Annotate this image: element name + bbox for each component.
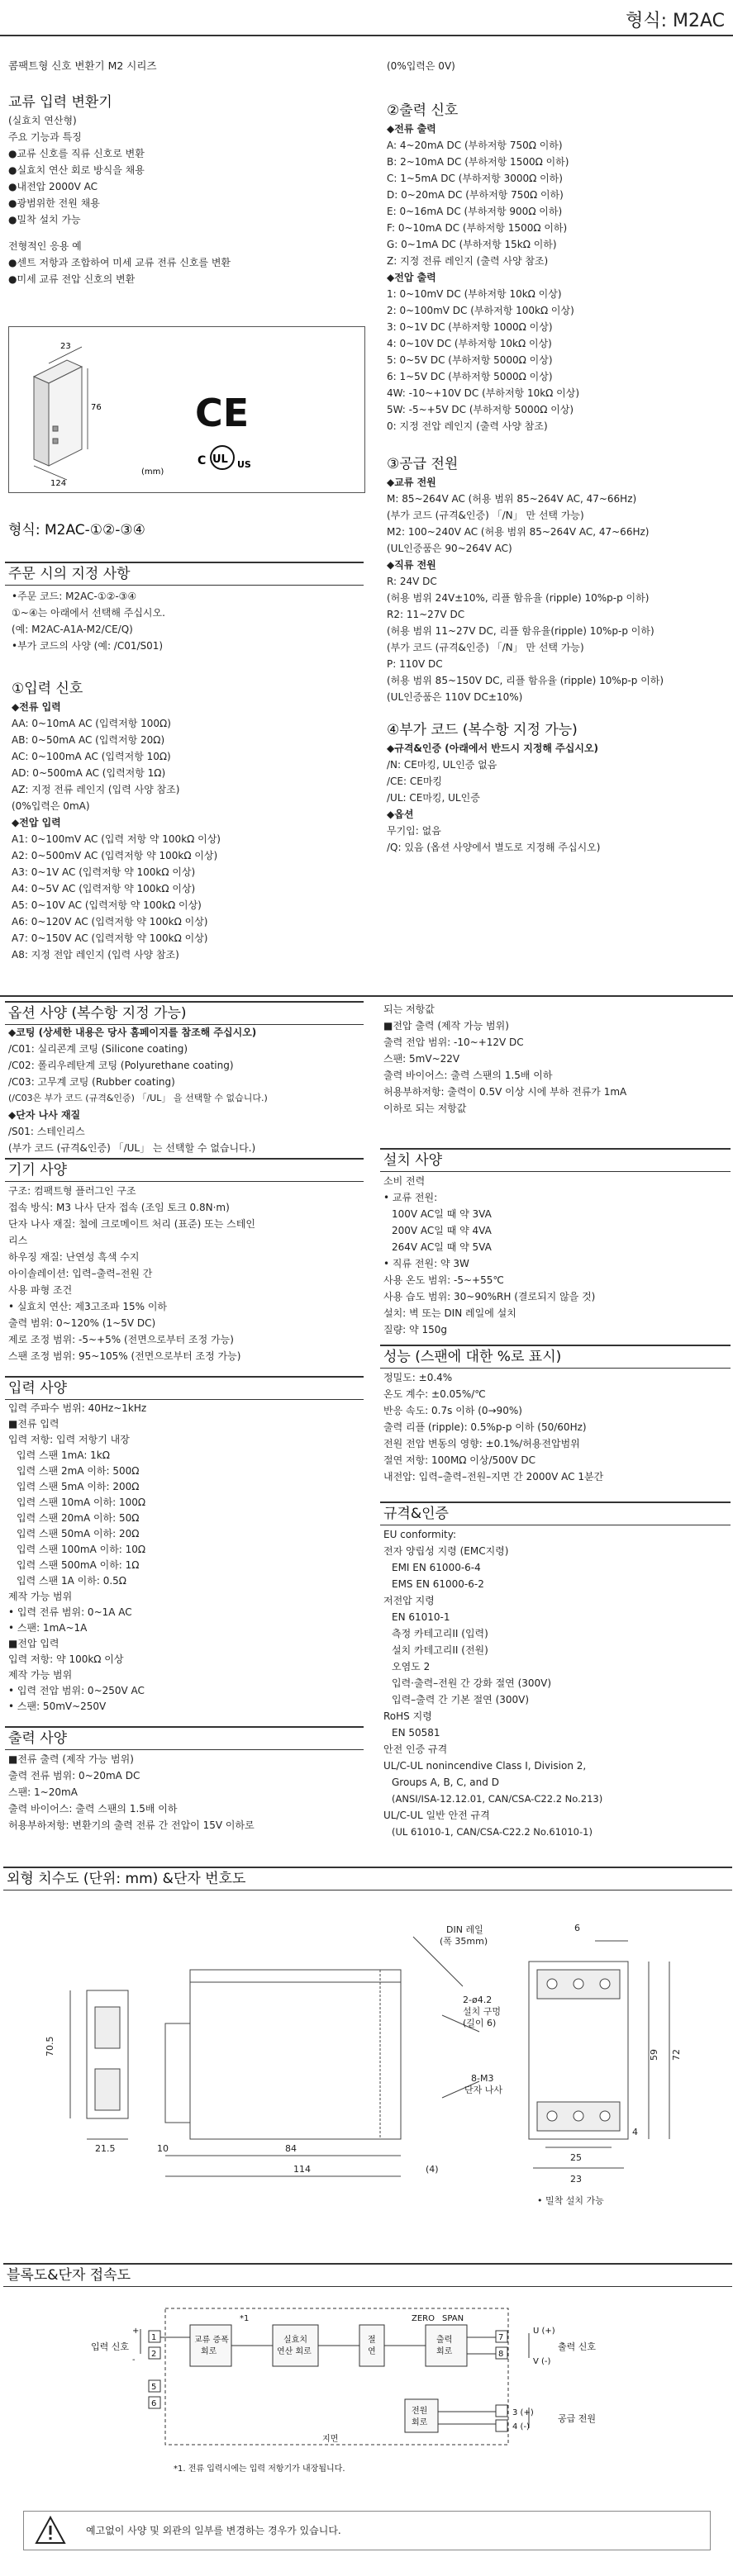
input-voltage-item: A8: 지정 전압 레인지 (입력 사양 참조) xyxy=(12,949,179,961)
performance-line: 전원 전압 변동의 영향: ±0.1%/허용전압범위 xyxy=(383,1438,580,1449)
power-dc-item: R: 24V DC xyxy=(387,576,437,587)
addon-std-item: /UL: CE마킹, UL인증 xyxy=(387,792,480,804)
feature-item: ●내전압 2000V AC xyxy=(8,181,98,192)
performance-line: 출력 리플 (ripple): 0.5%p-p 이하 (50/60Hz) xyxy=(383,1421,587,1433)
dim-84: 84 xyxy=(285,2143,297,2154)
install-line: 질량: 약 150g xyxy=(383,1324,447,1335)
block-isolation: 절 xyxy=(368,2336,376,2345)
device-line: 출력 범위: 0~120% (1~5V DC) xyxy=(8,1317,156,1329)
input-voltage-title: ◆전압 입력 xyxy=(12,817,61,828)
option-line: (부가 코드 (규격&인증) 「/UL」 는 선택할 수 없습니다.) xyxy=(8,1142,256,1154)
series-name: 콤팩트형 신호 변환기 M2 시리즈 xyxy=(8,59,157,72)
addon-std-title: ◆규격&인증 (아래에서 반드시 지정해 주십시오) xyxy=(387,742,599,754)
input-spec-line: 입력 스팬 10mA 이하: 100Ω xyxy=(17,1497,146,1508)
voltage-output-line: 출력 바이어스: 출력 스팬의 1.5배 이하 xyxy=(383,1070,553,1081)
input-spec-line: • 입력 전류 범위: 0~1A AC xyxy=(8,1606,132,1618)
output-current-item: B: 2~10mA DC (부하저항 1500Ω 이하) xyxy=(387,156,569,168)
voltage-output-line: ■전압 출력 (제작 가능 범위) xyxy=(383,1020,509,1032)
v-minus: V (-) xyxy=(533,2357,551,2366)
power-dc-item: (허용 범위 85~150V DC, 리플 함유율 (ripple) 10%p-p 이하) xyxy=(387,675,664,686)
performance-list xyxy=(383,1369,726,1485)
input-spec-line: ■전압 입력 xyxy=(8,1638,59,1649)
mount-hole-label-2: 설치 구멍 xyxy=(463,2006,502,2017)
input-spec-line: 입력 스팬 1mA: 1kΩ xyxy=(17,1449,110,1461)
block-rms: 실효치 xyxy=(283,2336,307,2345)
device-line: 제로 조정 범위: -5~+5% (전면으로부터 조정 가능) xyxy=(8,1334,234,1345)
performance-title: 성능 (스팬에 대한 %로 표시) xyxy=(380,1345,731,1369)
device-line: 스팬 조정 범위: 95~105% (전면으로부터 조정 가능) xyxy=(8,1350,241,1362)
standards-line: 안전 인증 규격 xyxy=(383,1743,448,1755)
output-current-item: C: 1~5mA DC (부하저항 3000Ω 이하) xyxy=(387,173,563,184)
standards-line: EMS EN 61000-6-2 xyxy=(392,1578,484,1590)
output-signal-title: ②출력 신호 xyxy=(387,102,459,119)
standards-line: (UL 61010-1, CAN/CSA-C22.2 No.61010-1) xyxy=(392,1826,593,1838)
addon-code-title: ④부가 코드 (복수항 지정 가능) xyxy=(387,722,578,738)
ce-mark-icon: CE xyxy=(195,391,250,435)
terminal-screws xyxy=(547,1979,610,2121)
device-line: 하우징 재질: 난연성 흑색 수지 xyxy=(8,1251,140,1263)
option-line: ◆단자 나사 재질 xyxy=(8,1109,81,1121)
features-title: 주요 기능과 특징 xyxy=(8,131,82,143)
input-spec-title: 입력 사양 xyxy=(5,1376,364,1400)
dim-114: 114 xyxy=(293,2164,311,2175)
terminal-screw-label-2: 단자 나사 xyxy=(464,2085,503,2095)
footer-notice xyxy=(23,2511,711,2550)
power-ac-item: (UL인증품은 90~264V AC) xyxy=(387,543,512,554)
performance-line: 절연 저항: 100MΩ 이상/500V DC xyxy=(383,1454,536,1466)
performance-line: 내전압: 입력–출력–전원–지면 간 2000V AC 1분간 xyxy=(383,1471,604,1483)
standards-line: EMI EN 61000-6-4 xyxy=(392,1562,481,1573)
terminal-2: 2 xyxy=(151,2350,157,2359)
output-voltage-item: 3: 0~1V DC (부하저항 1000Ω 이상) xyxy=(387,321,553,333)
dim-10: 10 xyxy=(157,2143,169,2154)
device-line: 사용 파형 조건 xyxy=(8,1284,73,1296)
product-sub: (실효치 연산형) xyxy=(8,115,77,126)
output-voltage-item: 4W: -10~+10V DC (부하저항 10kΩ 이상) xyxy=(387,387,580,399)
dimensions-title: 외형 치수도 (단위: mm) &단자 번호도 xyxy=(3,1867,732,1890)
standards-line: UL/C-UL 일반 안전 규격 xyxy=(383,1810,490,1821)
voltage-output-spec xyxy=(383,1001,726,1117)
output-current-title: ◆전류 출력 xyxy=(387,123,436,135)
zero-input-note: (0%입력은 0V) xyxy=(387,60,455,72)
input-spec-line: 입력 스팬 100mA 이하: 10Ω xyxy=(17,1544,146,1555)
svg-text:UL: UL xyxy=(212,453,228,466)
terminal-3-label: 3 (+) xyxy=(512,2408,534,2417)
power-dc-title: ◆직류 전원 xyxy=(387,559,436,571)
block-ac-amp: 교류 증폭 xyxy=(194,2336,229,2345)
option-line: /C03: 고무계 코팅 (Rubber coating) xyxy=(8,1076,175,1088)
block-ac-amp-2: 회로 xyxy=(201,2347,217,2356)
input-voltage-item: A6: 0~120V AC (입력저항 약 100kΩ 이상) xyxy=(12,916,208,927)
terminal-1: 1 xyxy=(151,2333,157,2342)
ordering-item: (예: M2AC-A1A-M2/CE/Q) xyxy=(12,624,133,635)
install-line: • 교류 전원: xyxy=(383,1192,438,1203)
voltage-output-line: 스팬: 5mV~22V xyxy=(383,1053,460,1065)
install-line: 264V AC일 때 약 5VA xyxy=(392,1241,492,1253)
u-plus: U (+) xyxy=(533,2327,555,2336)
install-line: 사용 습도 범위: 30~90%RH (결로되지 않을 것) xyxy=(383,1291,596,1302)
ordering-item: •부가 코드의 사양 (예: /C01/S01) xyxy=(12,640,164,652)
dim-21-5: 21.5 xyxy=(95,2143,116,2154)
output-spec-line: 허용부하저항: 변환기의 출력 전류 간 전압이 15V 이하로 xyxy=(8,1819,255,1831)
feature-item: ●광범위한 전원 채용 xyxy=(8,197,100,209)
block-diagram xyxy=(0,2288,733,2494)
device-line: 단자 나사 재질: 철에 크로메이트 처리 (표준) 또는 스테인 xyxy=(8,1218,255,1230)
output-spec-line: 스팬: 1~20mA xyxy=(8,1786,78,1798)
output-voltage-item: 2: 0~100mV DC (부하저항 100kΩ 이상) xyxy=(387,305,574,316)
power-dc-item: (부가 코드 (규격&인증) 「/N」 만 선택 가능) xyxy=(387,642,584,653)
output-current-item: E: 0~16mA DC (부하저항 900Ω 이하) xyxy=(387,206,563,217)
device-spec-title: 기기 사양 xyxy=(5,1158,364,1182)
ul-mark-icon xyxy=(198,446,251,470)
standards-title: 규격&인증 xyxy=(380,1501,731,1525)
dim-72: 72 xyxy=(671,2049,682,2061)
addon-std-item: /N: CE마킹, UL인증 없음 xyxy=(387,759,497,771)
input-spec-line: 입력 주파수 범위: 40Hz~1kHz xyxy=(8,1402,147,1414)
device-line: 구조: 컴팩트형 플러그인 구조 xyxy=(8,1185,136,1197)
install-line: 200V AC일 때 약 4VA xyxy=(392,1225,492,1236)
standards-line: Groups A, B, C, and D xyxy=(392,1777,499,1788)
install-spec-list xyxy=(383,1173,726,1338)
standards-line: 저전압 지령 xyxy=(383,1595,435,1606)
feature-item: ●밀착 설치 가능 xyxy=(8,214,81,225)
app-item: ●센트 저항과 조합하여 미세 교류 전류 신호를 변환 xyxy=(8,257,231,268)
voltage-output-line: 출력 전압 범위: -10~+12V DC xyxy=(383,1037,524,1048)
output-spec-line: 출력 전류 범위: 0~20mA DC xyxy=(8,1770,140,1781)
input-signal-label: 입력 신호 xyxy=(91,2341,130,2352)
dim-height: 76 xyxy=(91,403,102,412)
performance-line: 정밀도: ±0.4% xyxy=(383,1372,453,1383)
din-rail-width: (폭 35mm) xyxy=(440,1936,488,1947)
input-current-title: ◆전류 입력 xyxy=(12,701,61,713)
install-line: 100V AC일 때 약 3VA xyxy=(392,1208,492,1220)
addon-opt-title: ◆옵션 xyxy=(387,809,414,820)
product-drawing xyxy=(9,327,364,492)
input-spec-line: • 입력 전압 범위: 0~250V AC xyxy=(8,1685,145,1696)
input-spec-line: 입력 저항: 입력 저항기 내장 xyxy=(8,1434,130,1445)
output-voltage-item: 4: 0~10V DC (부하저항 10kΩ 이상) xyxy=(387,338,552,349)
app-item: ●미세 교류 전압 신호의 변환 xyxy=(8,273,136,285)
input-spec-line: 입력 스팬 500mA 이하: 1Ω xyxy=(17,1559,140,1571)
dimension-drawing xyxy=(0,1891,733,2255)
power-supply-label: 공급 전원 xyxy=(558,2413,597,2424)
warning-icon xyxy=(34,2514,67,2547)
install-spec-title: 설치 사양 xyxy=(380,1148,731,1172)
addon-std-item: /CE: CE마킹 xyxy=(387,776,443,787)
device-line: 리스 xyxy=(8,1235,28,1246)
install-line: 소비 전력 xyxy=(383,1175,426,1187)
device-line: 접속 방식: M3 나사 단자 접속 (조임 토크 0.8N·m) xyxy=(8,1202,230,1213)
standards-list xyxy=(383,1526,726,1840)
dim-70-5: 70.5 xyxy=(45,2036,55,2057)
output-voltage-item: 1: 0~10mV DC (부하저항 10kΩ 이상) xyxy=(387,288,562,300)
input-signal-title: ①입력 신호 xyxy=(12,681,83,697)
standards-line: 입력–출력 간 기본 절연 (300V) xyxy=(392,1694,530,1705)
input-spec-line: ■전류 입력 xyxy=(8,1418,59,1430)
output-voltage-item: 6: 1~5V DC (부하저항 5000Ω 이상) xyxy=(387,371,553,382)
block-isolation-2: 연 xyxy=(368,2347,376,2356)
dim-4: (4) xyxy=(426,2164,439,2175)
output-current-item: F: 0~10mA DC (부하저항 1500Ω 이하) xyxy=(387,222,568,234)
block-output-2: 회로 xyxy=(436,2347,453,2356)
input-spec-line: 입력 스팬 1A 이하: 0.5Ω xyxy=(17,1575,126,1587)
dim-unit: (mm) xyxy=(141,467,164,477)
standards-line: (ANSI/ISA-12.12.01, CAN/CSA-C22.2 No.213) xyxy=(392,1793,603,1805)
standards-line: 측정 카테고리II (입력) xyxy=(392,1628,488,1639)
svg-text:US: US xyxy=(237,459,251,470)
left-column xyxy=(8,58,364,287)
standards-line: 입력·출력–전원 간 강화 절연 (300V) xyxy=(392,1677,552,1689)
terminal-4-label: 4 (-) xyxy=(512,2422,530,2431)
device-line: • 실효치 연산: 제3고조파 15% 이하 xyxy=(8,1301,168,1312)
input-voltage-item: A4: 0~5V AC (입력저항 약 100kΩ 이상) xyxy=(12,883,196,894)
standards-line: 설치 카테고리II (전원) xyxy=(392,1644,488,1656)
power-dc-item: (허용 범위 11~27V DC, 리플 함유율(ripple) 10%p-p 이하) xyxy=(387,625,654,637)
din-rail-label: DIN 레일 xyxy=(446,1924,483,1935)
block-power: 전원 xyxy=(412,2407,428,2416)
block-output: 출력 xyxy=(436,2336,453,2345)
ordering-item: ①~④는 아래에서 선택해 주십시오. xyxy=(12,607,165,619)
terminal-8: 8 xyxy=(498,2350,504,2359)
feature-item: ●실효치 연산 회로 방식을 채용 xyxy=(8,164,145,176)
standards-line: 전자 양립성 지령 (EMC지령) xyxy=(383,1545,509,1557)
input-spec-line: 입력 저항: 약 100kΩ 이상 xyxy=(8,1653,124,1665)
standards-line: EN 50581 xyxy=(392,1727,440,1739)
performance-line: 반응 속도: 0.7s 이하 (0→90%) xyxy=(383,1405,522,1416)
star-note-mark: *1 xyxy=(240,2314,250,2323)
product-name: 교류 입력 변환기 xyxy=(8,94,112,111)
input-current-item: (0%입력은 0mA) xyxy=(12,800,90,812)
input-spec-line: 입력 스팬 5mA 이하: 200Ω xyxy=(17,1481,140,1492)
addon-opt-item: 무기입: 없음 xyxy=(387,825,441,837)
power-dc-item: R2: 11~27V DC xyxy=(387,609,465,620)
input-current-item: AZ: 지정 전류 레인지 (입력 사양 참조) xyxy=(12,784,180,795)
standards-line: EN 61010-1 xyxy=(392,1611,450,1623)
input-spec-line: • 스팬: 1mA~1A xyxy=(8,1622,88,1634)
terminal-5: 5 xyxy=(151,2383,157,2392)
dim-4b: 4 xyxy=(632,2127,638,2137)
voltage-output-line: 이하로 되는 저항값 xyxy=(383,1103,467,1114)
standards-line: UL/C-UL nonincendive Class I, Division 2, xyxy=(383,1760,587,1772)
input-voltage-item: A5: 0~10V AC (입력저항 약 100kΩ 이상) xyxy=(12,899,202,911)
option-spec-title: 옵션 사양 (복수항 지정 가능) xyxy=(5,1001,364,1025)
input-current-item: AA: 0~10mA AC (입력저항 100Ω) xyxy=(12,718,171,729)
terminal-7: 7 xyxy=(498,2333,504,2342)
dim-25: 25 xyxy=(570,2152,582,2163)
power-ac-item: M: 85~264V AC (허용 범위 85~264V AC, 47~66Hz) xyxy=(387,493,637,505)
install-line: • 직류 전원: 약 3W xyxy=(383,1258,469,1269)
output-spec-line: 출력 바이어스: 출력 스팬의 1.5배 이하 xyxy=(8,1803,178,1815)
input-spec-line: • 스팬: 50mV~250V xyxy=(8,1701,107,1712)
power-dc-item: P: 110V DC xyxy=(387,658,443,670)
output-spec-line: ■전류 출력 (제작 가능 범위) xyxy=(8,1753,134,1765)
device-spec-list xyxy=(8,1183,364,1364)
terminal-screw-label: 8-M3 xyxy=(471,2073,494,2084)
ground-label: 지면 xyxy=(322,2435,339,2444)
power-supply-title: ③공급 전원 xyxy=(387,456,459,472)
output-current-item: Z: 지정 전류 레인지 (출력 사양 참조) xyxy=(387,255,549,267)
dim-depth: 124 xyxy=(50,479,67,488)
option-spec-list xyxy=(8,1024,364,1156)
ordering-section-title: 주문 시의 지정 사항 xyxy=(5,562,364,586)
apps-title: 전형적인 응용 예 xyxy=(8,240,82,252)
power-ac-item: M2: 100~240V AC (허용 범위 85~264V AC, 47~66Hz) xyxy=(387,526,650,538)
input-spec-line: 입력 스팬 20mA 이하: 50Ω xyxy=(17,1512,140,1524)
block-diagram-title: 블록도&단자 접속도 xyxy=(3,2263,732,2287)
standards-line: 오염도 2 xyxy=(392,1661,431,1672)
output-voltage-item: 0: 지정 전압 레인지 (출력 사양 참조) xyxy=(387,420,548,432)
output-voltage-item: 5: 0~5V DC (부하저항 5000Ω 이상) xyxy=(387,354,553,366)
features-list xyxy=(8,145,364,228)
product-figure xyxy=(8,326,365,493)
input-spec-line: 제작 가능 범위 xyxy=(8,1669,73,1681)
input-voltage-item: A2: 0~500mV AC (입력저항 약 100kΩ 이상) xyxy=(12,850,218,861)
right-column xyxy=(387,58,726,856)
ordering-item: •주문 코드: M2AC-①②-③④ xyxy=(12,591,137,602)
input-current-item: AB: 0~50mA AC (입력저항 20Ω) xyxy=(12,734,165,746)
output-current-item: D: 0~20mA DC (부하저항 750Ω 이하) xyxy=(387,189,564,201)
block-rms-2: 연산 회로 xyxy=(277,2347,312,2356)
span-adjust: SPAN xyxy=(442,2314,464,2323)
output-current-item: G: 0~1mA DC (부하저항 15kΩ 이하) xyxy=(387,239,557,250)
output-voltage-title: ◆전압 출력 xyxy=(387,272,436,283)
device-line: 아이솔레이션: 입력–출력–전원 간 xyxy=(8,1268,153,1279)
dim-6: 6 xyxy=(574,1923,580,1933)
input-spec-line: 입력 스팬 2mA 이하: 500Ω xyxy=(17,1465,140,1477)
input-spec-line: 제작 가능 범위 xyxy=(8,1591,73,1602)
option-line: /S01: 스테인리스 xyxy=(8,1126,85,1137)
top-rule xyxy=(0,35,733,36)
option-line: /C01: 실리콘계 코팅 (Silicone coating) xyxy=(8,1043,188,1055)
dim-23: 23 xyxy=(570,2174,582,2185)
voltage-output-line: 되는 저항값 xyxy=(383,1003,435,1015)
minus-sign: - xyxy=(132,2355,136,2365)
output-spec-list xyxy=(8,1751,364,1834)
terminal-6: 6 xyxy=(151,2399,157,2408)
option-line: ◆코팅 (상세한 내용은 당사 홈페이지를 참조해 주십시오) xyxy=(8,1027,257,1038)
output-current-item: A: 4~20mA DC (부하저항 750Ω 이하) xyxy=(387,140,563,151)
input-voltage-item: A1: 0~100mV AC (입력 저항 약 100kΩ 이상) xyxy=(12,833,221,845)
page-title: 형식: M2AC xyxy=(626,11,725,31)
input-signal-block xyxy=(12,679,367,963)
input-current-item: AD: 0~500mA AC (입력저항 1Ω) xyxy=(12,767,166,779)
power-dc-item: (UL인증품은 110V DC±10%) xyxy=(387,691,523,703)
model-code: 형식: M2AC-①②-③④ xyxy=(8,522,145,538)
power-dc-item: (허용 범위 24V±10%, 리플 함유율 (ripple) 10%p-p 이하) xyxy=(387,592,650,604)
plus-sign: + xyxy=(132,2327,140,2336)
mid-rule xyxy=(0,995,733,997)
ordering-list xyxy=(12,588,367,654)
mount-hole-label: 2-ø4.2 xyxy=(463,1995,493,2005)
addon-opt-item: /Q: 있음 (옵션 사양에서 별도로 지정해 주십시오) xyxy=(387,842,601,853)
install-line: 설치: 벽 또는 DIN 레일에 설치 xyxy=(383,1307,516,1319)
voltage-output-line: 허용부하저항: 출력이 0.5V 이상 시에 부하 전류가 1mA xyxy=(383,1086,627,1098)
input-voltage-item: A3: 0~1V AC (입력저항 약 100kΩ 이상) xyxy=(12,866,196,878)
install-line: 사용 온도 범위: -5~+55℃ xyxy=(383,1274,504,1286)
option-line: (/C03은 부가 코드 (규격&인증) 「/UL」 을 선택할 수 없습니다.) xyxy=(8,1093,268,1103)
input-spec-list xyxy=(8,1401,364,1715)
svg-text:C: C xyxy=(198,454,207,467)
power-ac-title: ◆교류 전원 xyxy=(387,477,436,488)
feature-item: ●교류 신호를 직류 신호로 변환 xyxy=(8,148,145,159)
block-footnote: *1. 전류 입력시에는 입력 저항기가 내장됩니다. xyxy=(174,2465,345,2474)
dim-59: 59 xyxy=(649,2049,659,2061)
footer-text: 예고없이 사양 및 외관의 일부를 변경하는 경우가 있습니다. xyxy=(86,2525,341,2536)
option-line: /C02: 폴리우레탄계 코팅 (Polyurethane coating) xyxy=(8,1060,234,1071)
input-current-item: AC: 0~100mA AC (입력저항 10Ω) xyxy=(12,751,171,762)
standards-line: RoHS 지령 xyxy=(383,1710,432,1722)
standards-line: EU conformity: xyxy=(383,1529,457,1540)
block-power-2: 회로 xyxy=(412,2418,428,2427)
dim-width: 23 xyxy=(60,342,71,351)
install-note: • 밀착 설치 가능 xyxy=(537,2195,604,2206)
input-spec-line: 입력 스팬 50mA 이하: 20Ω xyxy=(17,1528,140,1539)
input-voltage-item: A7: 0~150V AC (입력저항 약 100kΩ 이상) xyxy=(12,932,208,944)
zero-adjust: ZERO xyxy=(412,2314,435,2323)
power-ac-item: (부가 코드 (규격&인증) 「/N」 만 선택 가능) xyxy=(387,510,584,521)
output-signal-label: 출력 신호 xyxy=(558,2341,597,2352)
mount-hole-label-3: (길이 6) xyxy=(463,2018,497,2028)
output-spec-title: 출력 사양 xyxy=(5,1726,364,1750)
output-voltage-item: 5W: -5~+5V DC (부하저항 5000Ω 이상) xyxy=(387,404,574,415)
performance-line: 온도 계수: ±0.05%/℃ xyxy=(383,1388,486,1400)
